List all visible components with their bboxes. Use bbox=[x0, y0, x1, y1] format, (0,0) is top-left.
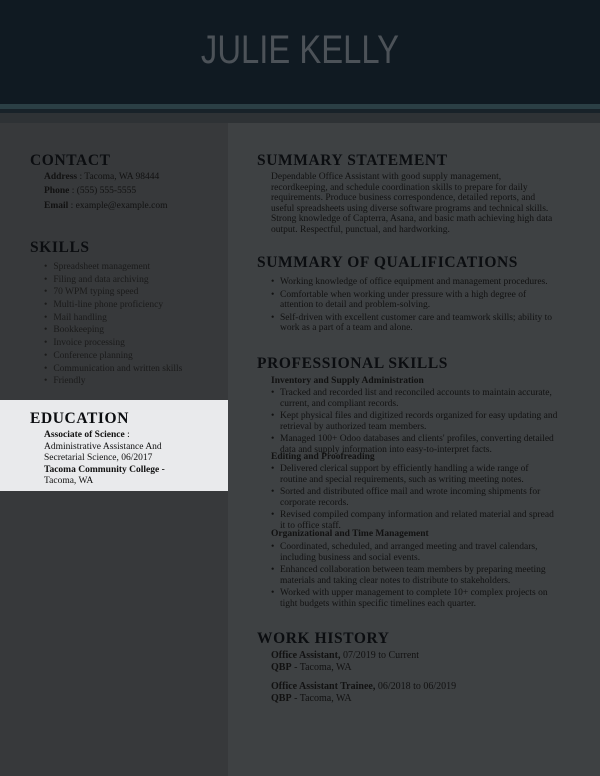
address-value: : Tacoma, WA 98444 bbox=[77, 172, 160, 182]
list-item: • Kept physical files and digitized records organized for easy updating and retrieval by authorized team members. bbox=[271, 411, 581, 432]
work-history-heading: WORK HISTORY bbox=[257, 630, 390, 647]
list-item: • Sorted and distributed office mail and wrote incoming shipments for corporate records. bbox=[271, 487, 581, 508]
list-item: • 70 WPM typing speed bbox=[44, 286, 182, 299]
list-item: • Conference planning bbox=[44, 350, 182, 363]
school-name: Tacoma Community College - bbox=[44, 464, 165, 475]
job-dates: 07/2019 to Current bbox=[340, 650, 420, 661]
summary-line: output. Respectful, punctual, and hardworking. bbox=[271, 224, 450, 235]
education-section bbox=[0, 400, 228, 491]
list-item: • Delivered clerical support by efficiently handling a wide range of routine and special requirements, such as writing meeting notes. bbox=[271, 464, 581, 485]
contact-phone bbox=[44, 186, 136, 196]
skill-group-list bbox=[271, 464, 581, 534]
skill-group-list bbox=[271, 542, 581, 612]
contact-email bbox=[44, 201, 168, 211]
header-divider-lower bbox=[0, 113, 600, 123]
job-entry bbox=[271, 650, 419, 673]
skill-group-list bbox=[271, 388, 581, 458]
degree-line bbox=[44, 430, 224, 442]
education-details bbox=[44, 430, 224, 488]
company-location: - Tacoma, WA bbox=[291, 692, 352, 704]
skill-group-title: Organizational and Time Management bbox=[271, 529, 429, 539]
field-of-study-date: Secretarial Science, 06/2017 bbox=[44, 453, 153, 463]
summary-line: useful spreadsheets using diverse software programs and technical skills. bbox=[271, 203, 549, 214]
degree-suffix: : bbox=[124, 430, 130, 440]
degree-name: Associate of Science bbox=[44, 430, 125, 440]
resume-header bbox=[0, 0, 600, 104]
job-entry bbox=[271, 681, 456, 704]
summary-line: recordkeeping, and schedule coordination skills to prepare for daily bbox=[271, 182, 528, 193]
list-item: • Tracked and recorded list and reconciled accounts to maintain accurate, current, and compliant records. bbox=[271, 388, 581, 409]
list-item: • Friendly bbox=[44, 375, 182, 388]
company-name: QBP bbox=[271, 692, 292, 704]
list-item: • Enhanced collaboration between team members by preparing meeting materials and taking clear notes to distribute to stakeholders. bbox=[271, 565, 581, 586]
skill-group-title: Inventory and Supply Administration bbox=[271, 376, 424, 386]
company-location: - Tacoma, WA bbox=[291, 661, 352, 673]
list-item: • Self-driven with excellent customer care and teamwork skills; ability to work as a part of a team and alone. bbox=[271, 313, 581, 334]
skills-list bbox=[44, 261, 182, 388]
email-value: : example@example.com bbox=[68, 201, 168, 211]
summary-line: Strong knowledge of Capterra, Asana, and basic math achieving high data bbox=[271, 214, 553, 224]
candidate-name: JULIE KELLY bbox=[200, 28, 400, 72]
skills-heading: SKILLS bbox=[30, 239, 90, 256]
summary-paragraph bbox=[271, 172, 576, 235]
job-title: Office Assistant, bbox=[271, 650, 341, 661]
summary-line: Dependable Office Assistant with good supply management, bbox=[271, 172, 502, 182]
address-label: Address bbox=[44, 172, 78, 182]
list-item: • Multi-line phone proficiency bbox=[44, 299, 182, 312]
list-item: • Comfortable when working under pressure with a high degree of attention to detail and problem-solving. bbox=[271, 290, 581, 311]
professional-skills-heading: PROFESSIONAL SKILLS bbox=[257, 355, 449, 372]
school-location: Tacoma, WA bbox=[44, 476, 94, 486]
summary-line: requirements. Produce business correspondence, detailed reports, and bbox=[271, 193, 536, 203]
list-item: • Working knowledge of office equipment and management procedures. bbox=[271, 277, 581, 288]
list-item: • Revised compiled company information and related material and spread it to office staff. bbox=[271, 510, 581, 531]
list-item: • Coordinated, scheduled, and arranged meeting and travel calendars, including business and social events. bbox=[271, 542, 581, 563]
skill-group-title: Editing and Proofreading bbox=[271, 452, 375, 462]
list-item: • Spreadsheet management bbox=[44, 261, 182, 274]
phone-label: Phone bbox=[44, 186, 70, 196]
list-item: • Invoice processing bbox=[44, 337, 182, 350]
field-of-study: Administrative Assistance And bbox=[44, 441, 162, 452]
company-name: QBP bbox=[271, 661, 292, 673]
list-item: • Managed 100+ Odoo databases and clients' profiles, converting detailed data and supply information into easy-to-interpret facts. bbox=[271, 434, 581, 455]
education-heading: EDUCATION bbox=[30, 410, 129, 427]
qualifications-heading: SUMMARY OF QUALIFICATIONS bbox=[257, 254, 519, 271]
list-item: • Bookkeeping bbox=[44, 324, 182, 337]
job-title: Office Assistant Trainee, bbox=[271, 681, 376, 692]
contact-heading: CONTACT bbox=[30, 152, 111, 169]
list-item: • Communication and written skills bbox=[44, 363, 182, 376]
email-label: Email bbox=[44, 201, 69, 211]
job-dates: 06/2018 to 06/2019 bbox=[375, 681, 457, 692]
qualifications-list bbox=[271, 277, 581, 336]
list-item: • Mail handling bbox=[44, 312, 182, 325]
list-item: • Filing and data archiving bbox=[44, 274, 182, 287]
contact-address bbox=[44, 172, 159, 182]
phone-value: : (555) 555-5555 bbox=[69, 186, 137, 196]
list-item: • Worked with upper management to complete 10+ complex projects on tight budgets within specific timelines each quarter. bbox=[271, 588, 581, 609]
summary-heading: SUMMARY STATEMENT bbox=[257, 152, 448, 169]
